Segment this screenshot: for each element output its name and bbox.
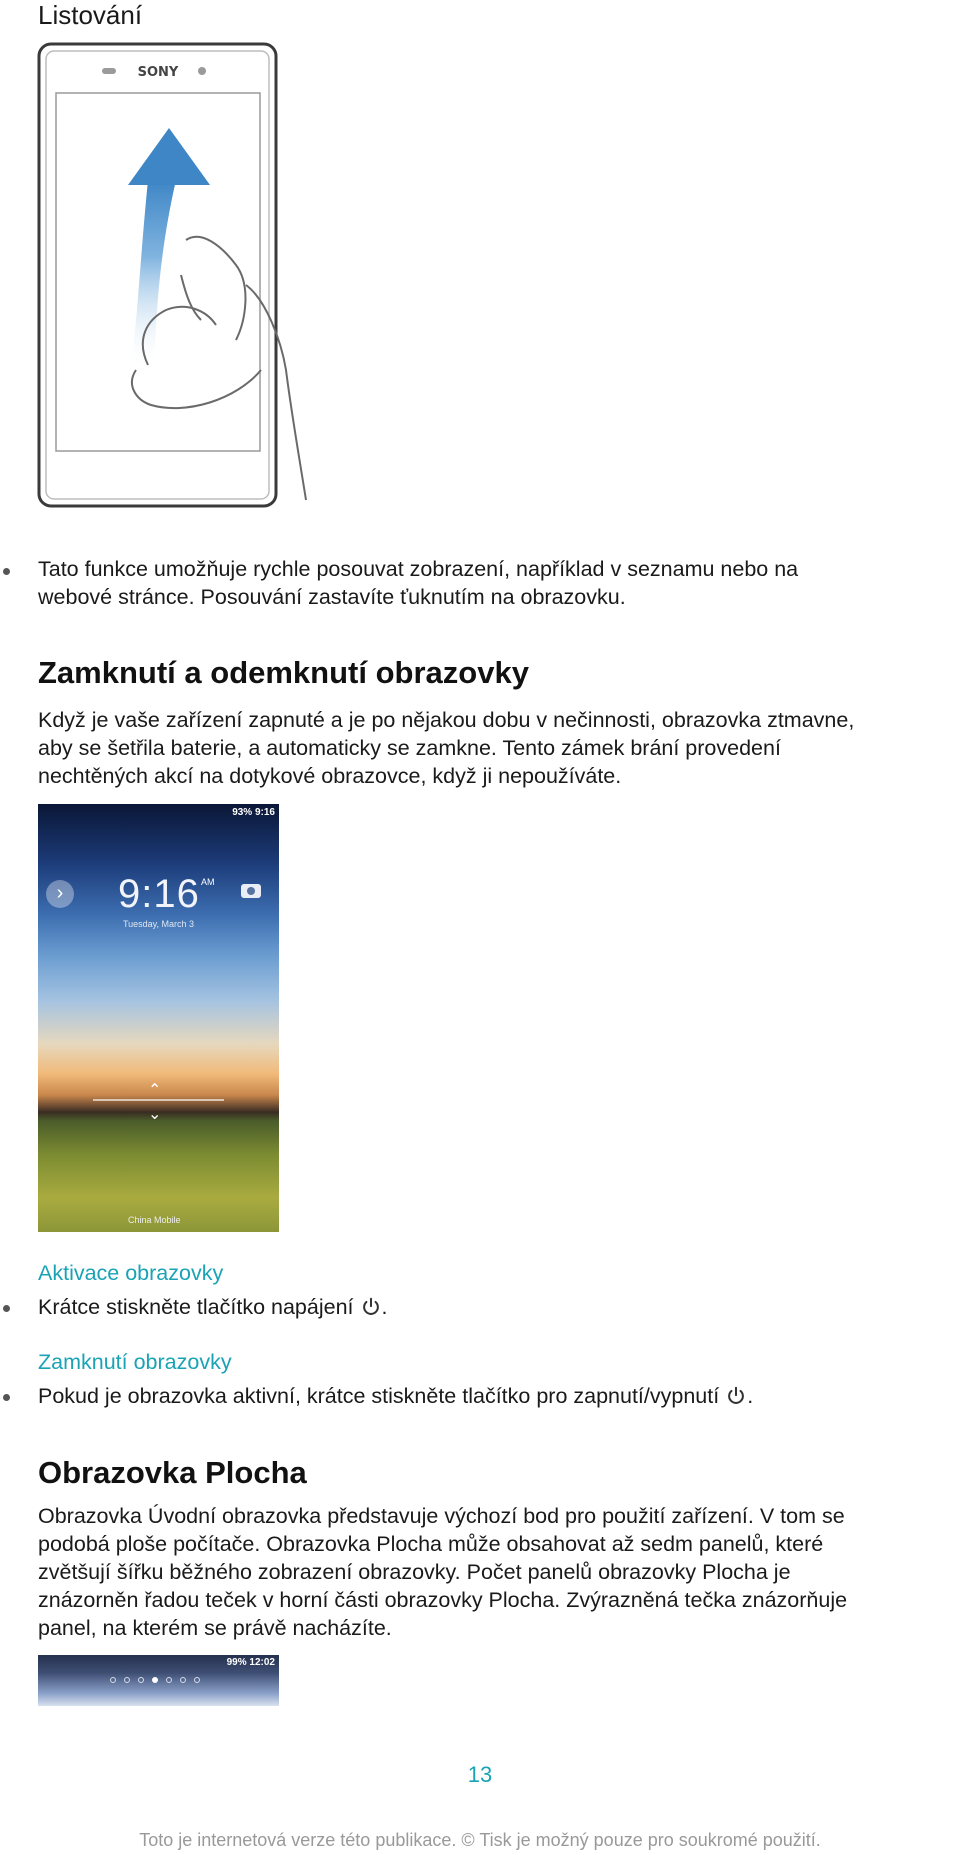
panel-indicator-dots [110,1677,200,1683]
power-icon [725,1385,747,1407]
lock-date: Tuesday, March 3 [123,919,195,929]
page-number: 13 [467,1762,493,1787]
bullet-text-lock: Pokud je obrazovka aktivní, krátce stiskněte tlačítko pro zapnutí/vypnutí . [38,1384,754,1408]
swipe-hint-line [93,1099,224,1101]
phone-brand: SONY [137,65,179,80]
home-status-bar: 99% 12:02 [226,1657,275,1668]
lock-status-bar: 93% 9:16 [232,807,275,818]
power-icon [360,1296,382,1318]
panel-dot [194,1677,200,1683]
section-title-lock: Zamknutí a odemknutí obrazovky [38,655,529,690]
panel-dot [180,1677,186,1683]
lock-screen-image [38,804,279,1232]
phone-swipe-illustration [36,40,316,540]
camera-icon [241,884,261,898]
home-screen-strip-image [38,1655,279,1706]
section-lock-paragraph: Když je vaše zařízení zapnuté a je po nějakou dobu v nečinnosti, obrazovka ztmavne, aby se šetřila baterie, a automaticky se zamkne. Tento zámek brání provedení nechtěných akcí na dotykové obrazovce, když ji nepoužíváte. [38,708,855,788]
chevron-up-icon: ⌃ [148,1082,162,1099]
page-footer: Toto je internetová verze této publikace. © Tisk je možný pouze pro soukromé použití. [139,1830,821,1850]
panel-dot [138,1677,144,1683]
section-title-home: Obrazovka Plocha [38,1455,307,1490]
bullet-icon [3,1394,10,1401]
chevron-down-icon: ⌄ [148,1106,162,1123]
bullet-icon [3,568,10,575]
bullet-text-activate: Krátce stiskněte tlačítko napájení . [38,1295,388,1319]
panel-dot [166,1677,172,1683]
section-home-paragraph: Obrazovka Úvodní obrazovka představuje výchozí bod pro použití zařízení. V tom se podobá ploše počítače. Obrazovka Plocha může obsahovat až sedm panelů, které zvětšují šířku běžného zobrazení obrazovky. Počet panelů obrazovky Plocha je znázorněn řadou teček v horní části obrazovky Plocha. Zvýrazněná tečka znázorňuje panel, na kterém se právě nacházíte. [38,1504,848,1640]
subheading-activate: Aktivace obrazovky [38,1261,224,1285]
chevron-right-icon: › [46,880,74,908]
bullet-text-scroll: Tato funkce umožňuje rychle posouvat zobrazení, například v seznamu nebo na webové stránce. Posouvání zastavíte ťuknutím na obrazovku. [38,557,799,609]
lock-carrier: China Mobile [128,1215,181,1225]
section-title-scroll: Listování [38,0,143,30]
panel-dot [110,1677,116,1683]
panel-dot-active [152,1677,158,1683]
bullet-icon [3,1305,10,1312]
lock-time: 9:16 [118,872,200,916]
lock-ampm: AM [201,877,215,887]
panel-dot [124,1677,130,1683]
subheading-lock: Zamknutí obrazovky [38,1350,232,1374]
